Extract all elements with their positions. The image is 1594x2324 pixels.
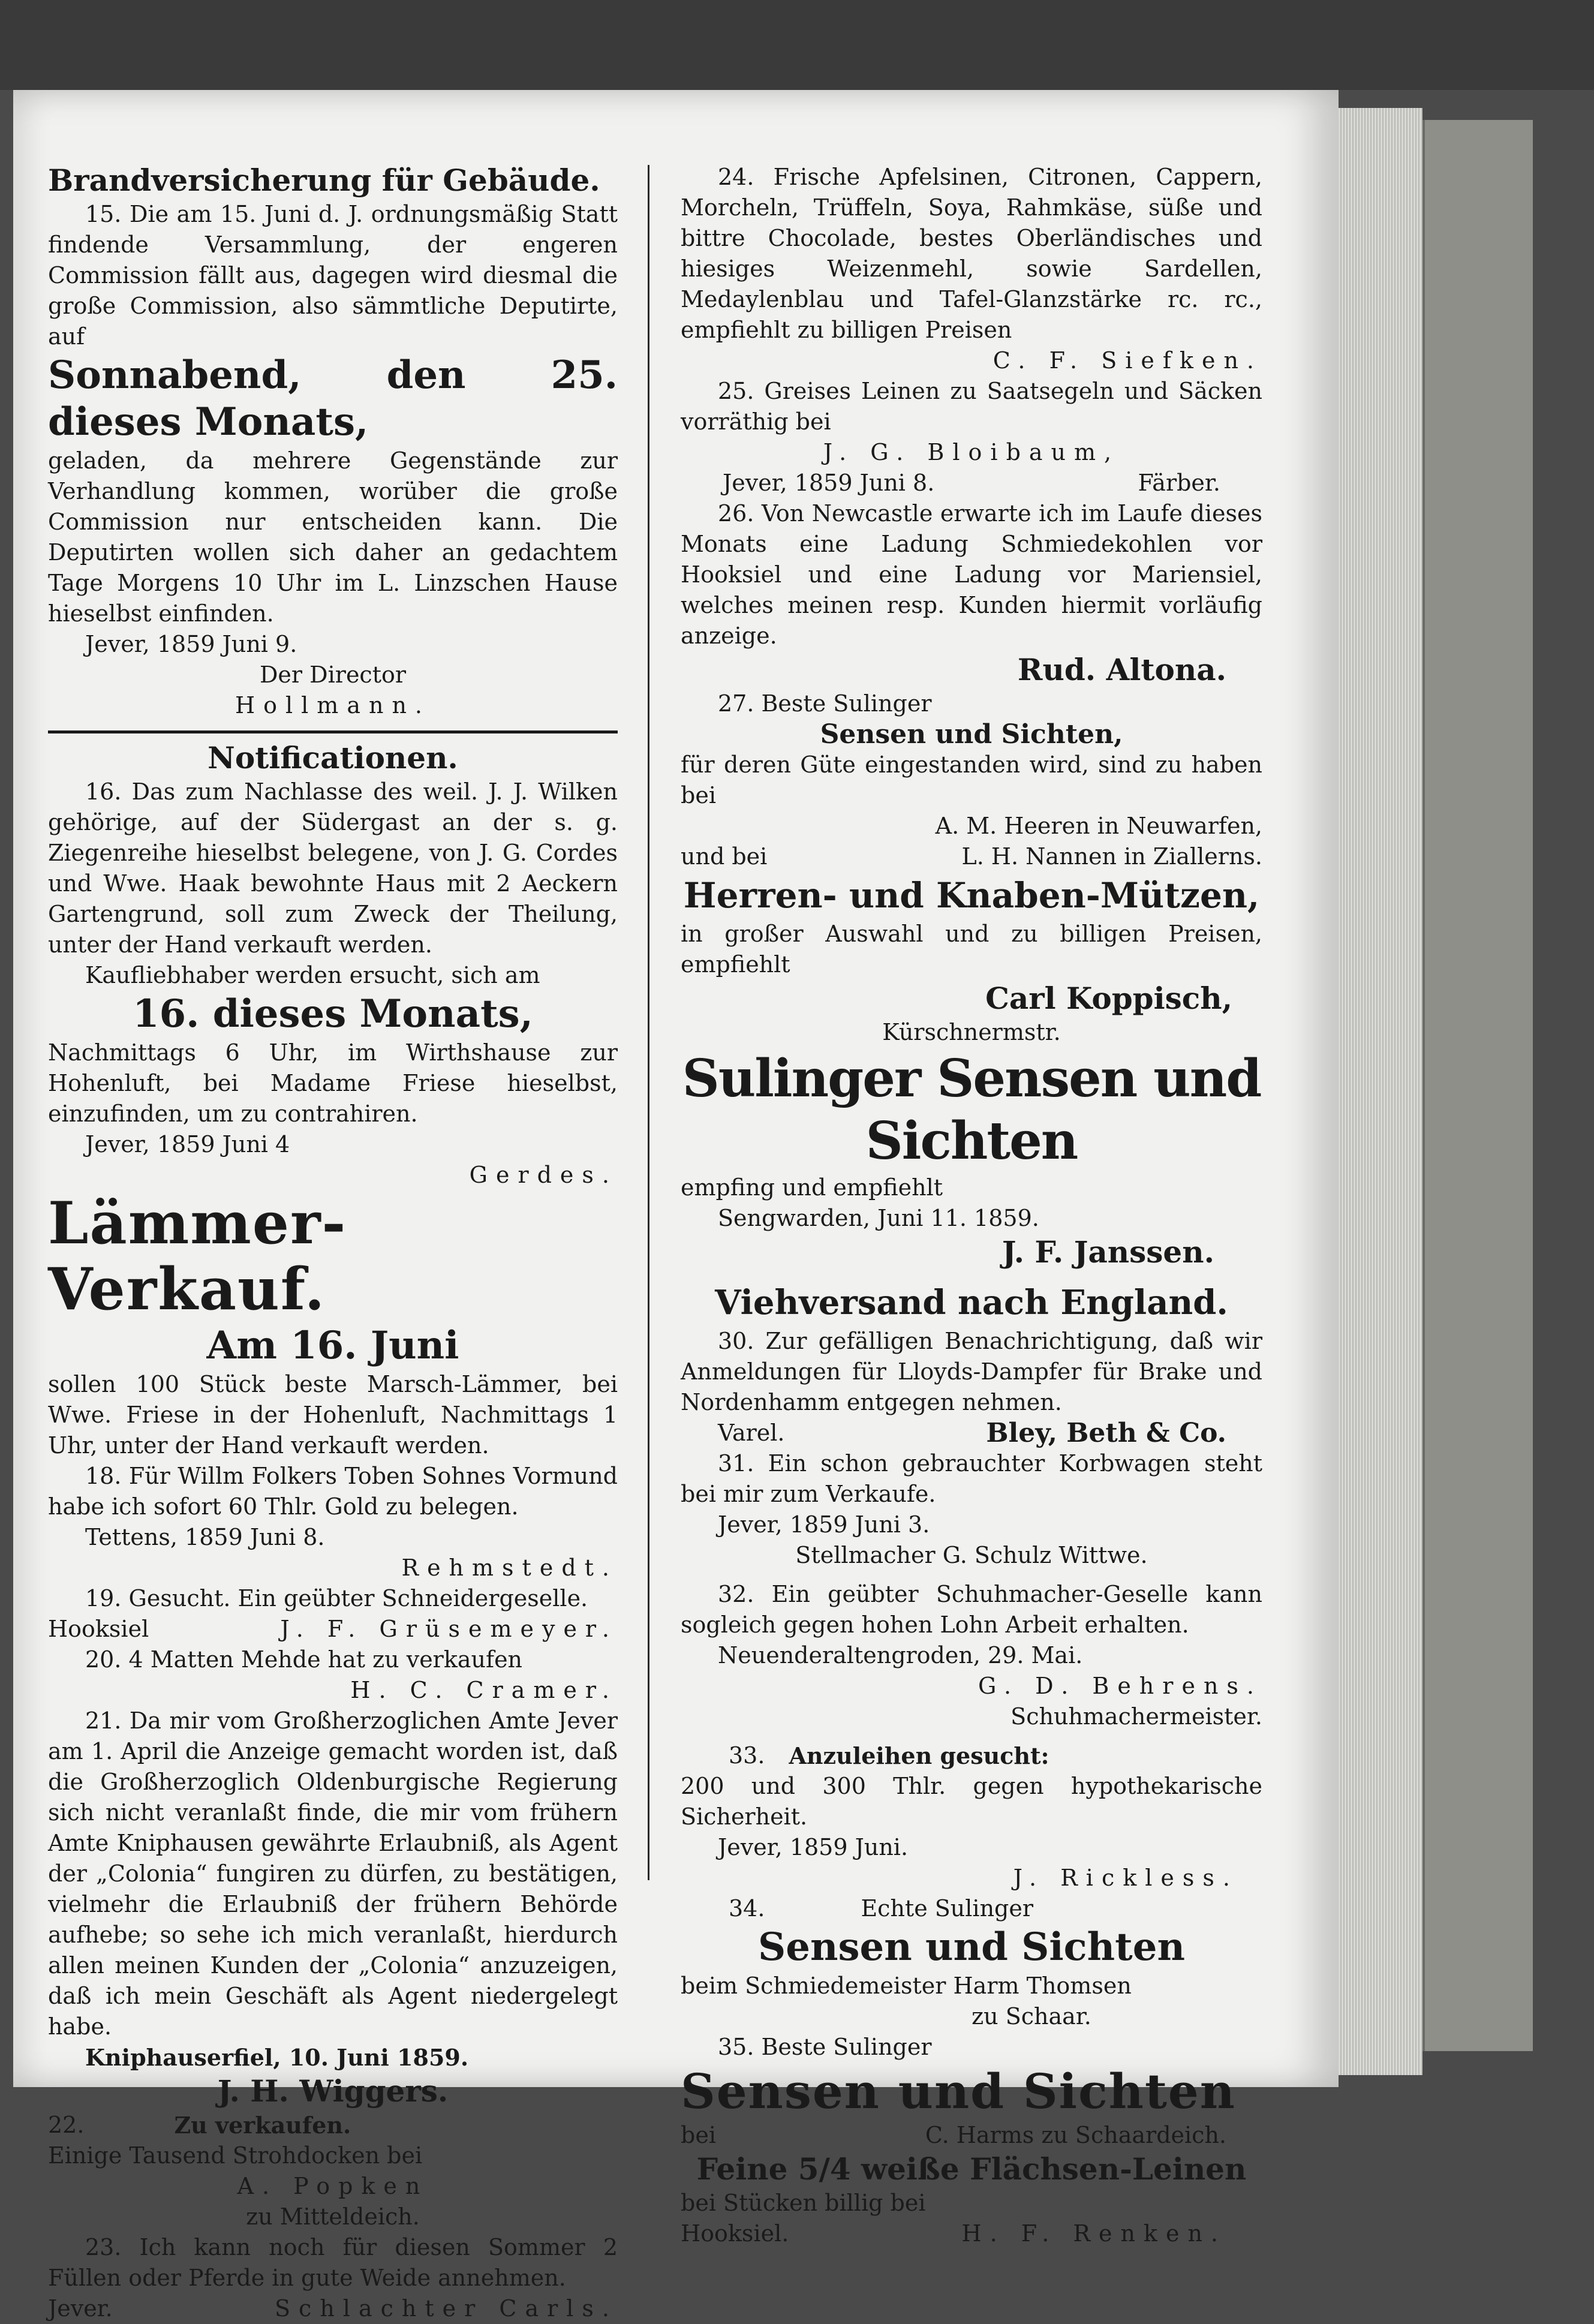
notice-signature: Hollmann. [234,692,431,718]
notice-place-date: Kniphauserfiel, 10. Juni 1859. [85,2044,469,2071]
notice-text: empfing und empfiehlt [681,1174,943,1201]
notice-place: zu Mitteldeich. [246,2203,420,2230]
left-column [48,162,618,2324]
notice-heading: Brandversicherung für Gebäude. [48,163,600,198]
ad-headline: Feine 5/4 weiße Flächsen-Leinen [696,2151,1247,2187]
ad-muetzen [681,872,1262,1048]
notice-signature: J. H. Wiggers. [217,2073,449,2109]
notice-place-date: Jever, 1859 Juni 3. [718,1511,930,1538]
notice-place: zu Schaar. [972,2003,1091,2030]
notice-text: 30. Zur gefälligen Benachrichtigung, daß wir Anmeldungen für Lloyds-Dampfer für Brake und Nordenhamm entgegen nehmen. [681,1328,1262,1415]
notice-date-heading: Sonnabend, den 25. dieses Monats, [48,353,618,444]
notice-18 [48,1461,618,1583]
notice-text: 25. Greises Leinen zu Saatsegeln und Säcken vorräthig bei [681,378,1262,435]
spacer [681,1271,1262,1279]
section-rule [48,730,618,733]
notice-text: 18. Für Willm Folkers Toben Sohnes Vormund habe ich sofort 60 Thlr. Gold zu belegen. [48,1463,618,1520]
notice-place: Hooksiel [48,1616,149,1642]
notice-text: Echte Sulinger [861,1895,1034,1922]
notice-number: 22. [48,2112,85,2138]
notice-trade: Färber. [1138,470,1220,496]
notice-signature: Bley, Beth & Co. [986,1418,1226,1448]
notice-vendor-row [681,841,1262,872]
notice-footer-row [48,2293,618,2324]
notice-place-date: Jever, 1859 Juni 9. [85,631,297,657]
notice-footer-row [681,1418,1262,1448]
notice-signature: C. F. Siefken. [993,347,1262,374]
column-divider [648,165,649,1880]
notice-text: 19. Gesucht. Ein geübter Schneidergeselle. [85,1585,588,1612]
notice-text: beim Schmiedemeister Harm Thomsen [681,1973,1132,1999]
ad-headline: Sensen und Sichten [758,1925,1185,1970]
notice-signature: H. C. Cramer. [350,1677,618,1703]
ad-sulinger-janssen [681,1048,1262,1271]
notice-signature: C. Harms zu Schaardeich. [925,2122,1226,2148]
right-column [681,162,1262,2249]
notice-text: 15. Die am 15. Juni d. J. ordnungsmäßig Statt findende Versammlung, der engeren Commission fällt aus, dagegen wird diesmal die große Commission, also sämmtliche Deputirte, auf [48,201,618,350]
notice-trade: Kürschnermstr. [882,1019,1061,1045]
notice-place-date: Jever, 1859 Juni 8. [723,470,935,496]
ad-headline: Lämmer-Verkauf. [48,1189,347,1323]
notice-place: Varel. [718,1420,785,1446]
notice-text: Einige Tausend Strohdocken bei [48,2142,423,2169]
notice-23 [48,2232,618,2324]
notice-place-date: Neuenderaltengroden, 29. Mai. [718,1642,1083,1668]
notice-signature: A. Popken [237,2173,429,2199]
ad-headline: Herren- und Knaben-Mützen, [683,875,1260,916]
ad-headline: Sulinger Sensen und Sichten [682,1048,1261,1171]
notice-footer-row [681,468,1262,498]
notice-text: 20. 4 Matten Mehde hat zu verkaufen [85,1646,523,1673]
notice-heading: Sensen und Sichten, [820,719,1123,750]
notice-text: 27. Beste Sulinger [718,690,932,717]
notice-text: bei Stücken billig bei [681,2190,926,2216]
notice-laemmer-verkauf [48,1190,618,1461]
notice-signature: H. F. Renken. [961,2220,1226,2247]
notice-text: 16. Das zum Nachlasse des weil. J. J. Wilken gehörige, auf der Südergast an der s. g. Ziegenreihe hieselbst belegene, von J. G. Cordes und Wwe. Haak bewohnte Haus mit 2 Aeckern Gartengrund, soll zum Zweck der Theilung, unter der Hand verkauft werden. [48,778,618,958]
notice-signature: J. F. Janssen. [1001,1234,1214,1270]
notice-place-date: Jever, 1859 Juni 4 [85,1131,290,1158]
notice-heading-row [681,1893,1262,1924]
notice-place-date: Jever, 1859 Juni. [718,1834,909,1860]
notice-text: 24. Frische Apfelsinen, Citronen, Cappern, Morcheln, Trüffeln, Soya, Rahmkäse, süße und bittre Chocolade, bestes Oberländisches und hiesiges Weizenmehl, sowie Sardellen, Medaylenblau und Tafel-Glanzstärke rc. rc., empfiehlt zu billigen Preisen [681,164,1262,343]
notice-32 [681,1579,1262,1732]
notice-place: Jever. [48,2295,113,2322]
notice-24 [681,162,1262,376]
notice-text: geladen, da mehrere Gegenstände zur Verhandlung kommen, worüber die große Commission nur entscheiden kann. Die Deputirten wollen sich daher an gedachtem Tage Morgens 10 Uhr im L. Linzschen Hause hieselbst einfinden. [48,447,618,627]
notice-signature: Stellmacher G. Schulz Wittwe. [795,1542,1148,1568]
notice-text: 200 und 300 Thlr. gegen hypothekarische Sicherheit. [681,1773,1262,1830]
notice-number: 34. [729,1895,765,1922]
notice-place-date: Tettens, 1859 Juni 8. [85,1524,325,1550]
notice-brandversicherung [48,162,618,721]
notice-20 [48,1644,618,1706]
notice-signature: Rehmstedt. [401,1555,618,1581]
book-cover-board [1422,120,1533,2051]
notice-number: 33. [729,1742,765,1769]
notice-text: 35. Beste Sulinger [718,2034,932,2060]
notice-text: 32. Ein geübter Schuhmacher-Geselle kann sogleich gegen hohen Lohn Arbeit erhalten. [681,1581,1262,1638]
notice-date-heading: 16. dieses Monats, [133,991,533,1036]
notice-footer-row [681,2218,1262,2249]
notice-21 [48,1706,618,2110]
spacer [681,1571,1262,1579]
notice-text: 31. Ein schon gebrauchter Korbwagen steht bei mir zum Verkaufe. [681,1450,1262,1507]
notice-signature: G. D. Behrens. [978,1673,1262,1699]
notice-vendor-line: L. H. Nannen in Ziallerns. [961,843,1262,870]
notice-33 [681,1740,1262,1893]
notice-text: Nachmittags 6 Uhr, im Wirthshause zur Hohenluft, bei Madame Friese hieselbst, einzufinden, um zu contrahiren. [48,1039,618,1127]
notice-signature: Rud. Altona. [1017,652,1226,687]
notice-signature: Schlachter Carls. [275,2295,618,2322]
notice-text: Kaufliebhaber werden ersucht, sich am [85,962,540,988]
notice-trade: Schuhmachermeister. [1010,1703,1262,1730]
notice-26 [681,498,1262,689]
notice-31 [681,1448,1262,1571]
notice-text: für deren Güte eingestanden wird, sind zu haben bei [681,751,1262,808]
notice-notificationen [48,739,618,1190]
notice-text: 21. Da mir vom Großherzoglichen Amte Jever am 1. April die Anzeige gemacht worden ist, daß die Großherzoglich Oldenburgische Regierung sich nicht veranlaßt finde, die mir vom frühern Amte Kniphausen gewährte Erlaubniß, als Agent der „Colonia“ fungiren zu dürfen, zu bestätigen, vielmehr die Erlaubniß der frühern Behörde aufhebe; so sehe ich mich veranlaßt, hierdurch allen meinen Kunden der „Colonia“ anzuzeigen, daß ich mein Geschäft als Agent niedergelegt habe. [48,1707,618,2040]
notice-25 [681,376,1262,498]
notice-text: in großer Auswahl und zu billigen Preisen, empfiehlt [681,921,1262,978]
notice-signature: Gerdes. [469,1162,618,1188]
ad-date-heading: Am 16. Juni [206,1323,459,1368]
notice-text: bei [681,2122,716,2148]
notice-heading-row [48,2110,618,2140]
notice-text: 23. Ich kann noch für diesen Sommer 2 Füllen oder Pferde in gute Weide annehmen. [48,2234,618,2291]
notice-22 [48,2110,618,2232]
notice-19 [48,1583,618,1644]
book-page-edges [1339,108,1422,2075]
notice-place-date: Sengwarden, Juni 11. 1859. [718,1205,1039,1231]
notice-text: sollen 100 Stück beste Marsch-Lämmer, bei Wwe. Friese in der Hohenluft, Nachmittags 1 Uhr, unter der Hand verkauft werden. [48,1371,618,1459]
ad-headline: Viehversand nach England. [715,1283,1228,1322]
notice-signature-title: Der Director [259,662,407,688]
notice-footer-row [48,1614,618,1644]
notice-34 [681,1893,1262,2032]
notice-signature: J. F. Grüsemeyer. [280,1616,618,1642]
notice-text: 26. Von Newcastle erwarte ich im Laufe dieses Monats eine Ladung Schmiedekohlen vor Hooksiel und eine Ladung vor Mariensiel, welches meinen resp. Kunden hiermit vorläufig anzeige. [681,500,1262,649]
ad-headline: Sensen und Sichten [681,2063,1236,2119]
notice-text: und bei [681,843,768,870]
notice-place: Hooksiel. [681,2220,789,2247]
notice-35 [681,2032,1262,2249]
notice-signature: J. G. Bloibaum, [823,439,1120,465]
scan-backdrop [0,0,1594,90]
section-heading: Notificationen. [207,740,458,775]
notice-heading: Anzuleihen gesucht: [789,1742,1049,1769]
notice-signature: J. Rickless. [1013,1865,1238,1891]
notice-heading-row [681,1740,1262,1771]
notice-27 [681,689,1262,872]
spacer [681,1732,1262,1740]
notice-vendor-row [681,2120,1262,2151]
notice-vendor-line: A. M. Heeren in Neuwarfen, [935,813,1262,839]
notice-signature: Carl Koppisch, [985,981,1232,1016]
notice-heading: Zu verkaufen. [174,2112,351,2139]
notice-30 [681,1279,1262,1448]
